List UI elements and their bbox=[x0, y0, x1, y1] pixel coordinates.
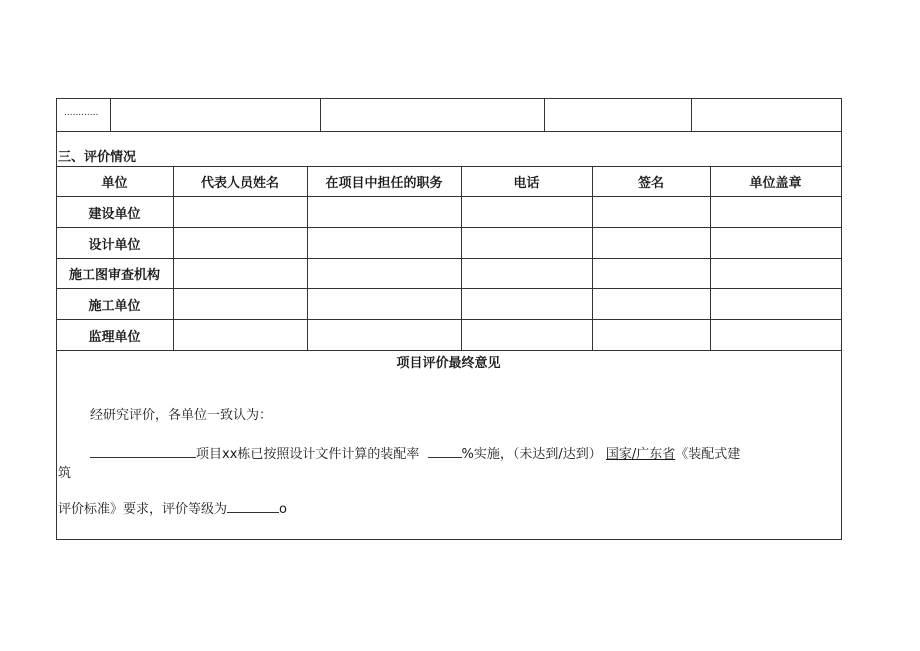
top-row-divider-1 bbox=[110, 98, 111, 131]
opinion-line-4 bbox=[58, 498, 287, 517]
header-unit: 单位 bbox=[101, 175, 128, 191]
opinion-line-4-text-a: 评价标准》要求，评价等级为 bbox=[58, 502, 228, 517]
opinion-title: 项目评价最终意见 bbox=[396, 356, 501, 371]
blank-rate[interactable] bbox=[428, 445, 462, 458]
row-label-design-unit: 设计单位 bbox=[88, 237, 141, 253]
opinion-line-2-text-b: %实施，（未达到/达到） bbox=[461, 447, 602, 462]
top-row-divider-3 bbox=[544, 98, 545, 131]
row-label-construction-unit: 建设单位 bbox=[88, 206, 141, 222]
opinion-line-2 bbox=[90, 443, 740, 462]
opinion-line-2-text-a: 项目xx栋已按照设计文件计算的装配率 bbox=[196, 447, 420, 462]
top-row-divider-4 bbox=[691, 98, 692, 131]
opinion-line-3: 筑 bbox=[58, 466, 72, 481]
opinion-line-2-text-c: 国家/广东省 bbox=[605, 447, 676, 462]
row-line-5 bbox=[56, 350, 842, 351]
blank-building[interactable] bbox=[90, 445, 196, 458]
top-row-bottom bbox=[56, 131, 842, 132]
row-label-review-agency: 施工图审查机构 bbox=[68, 268, 160, 283]
header-representative: 代表人员姓名 bbox=[200, 175, 279, 191]
opinion-line-4-text-b: o bbox=[279, 502, 287, 517]
table-border-top bbox=[56, 98, 842, 99]
top-row-dots: ............ bbox=[64, 108, 99, 118]
table-border-bottom bbox=[56, 539, 842, 540]
top-row-divider-2 bbox=[320, 98, 321, 131]
header-position: 在项目中担任的职务 bbox=[325, 175, 443, 191]
row-label-contractor: 施工单位 bbox=[88, 298, 141, 314]
section-title: 三、评价情况 bbox=[58, 150, 137, 165]
blank-grade[interactable] bbox=[227, 500, 279, 513]
header-phone: 电话 bbox=[513, 175, 540, 191]
opinion-line-1: 经研究评价，各单位一致认为： bbox=[90, 408, 273, 423]
header-signature: 签名 bbox=[637, 175, 664, 191]
header-seal: 单位盖章 bbox=[749, 175, 802, 191]
opinion-line-2-text-d: 《装配式建 bbox=[675, 447, 741, 462]
row-label-supervisor: 监理单位 bbox=[88, 329, 141, 345]
